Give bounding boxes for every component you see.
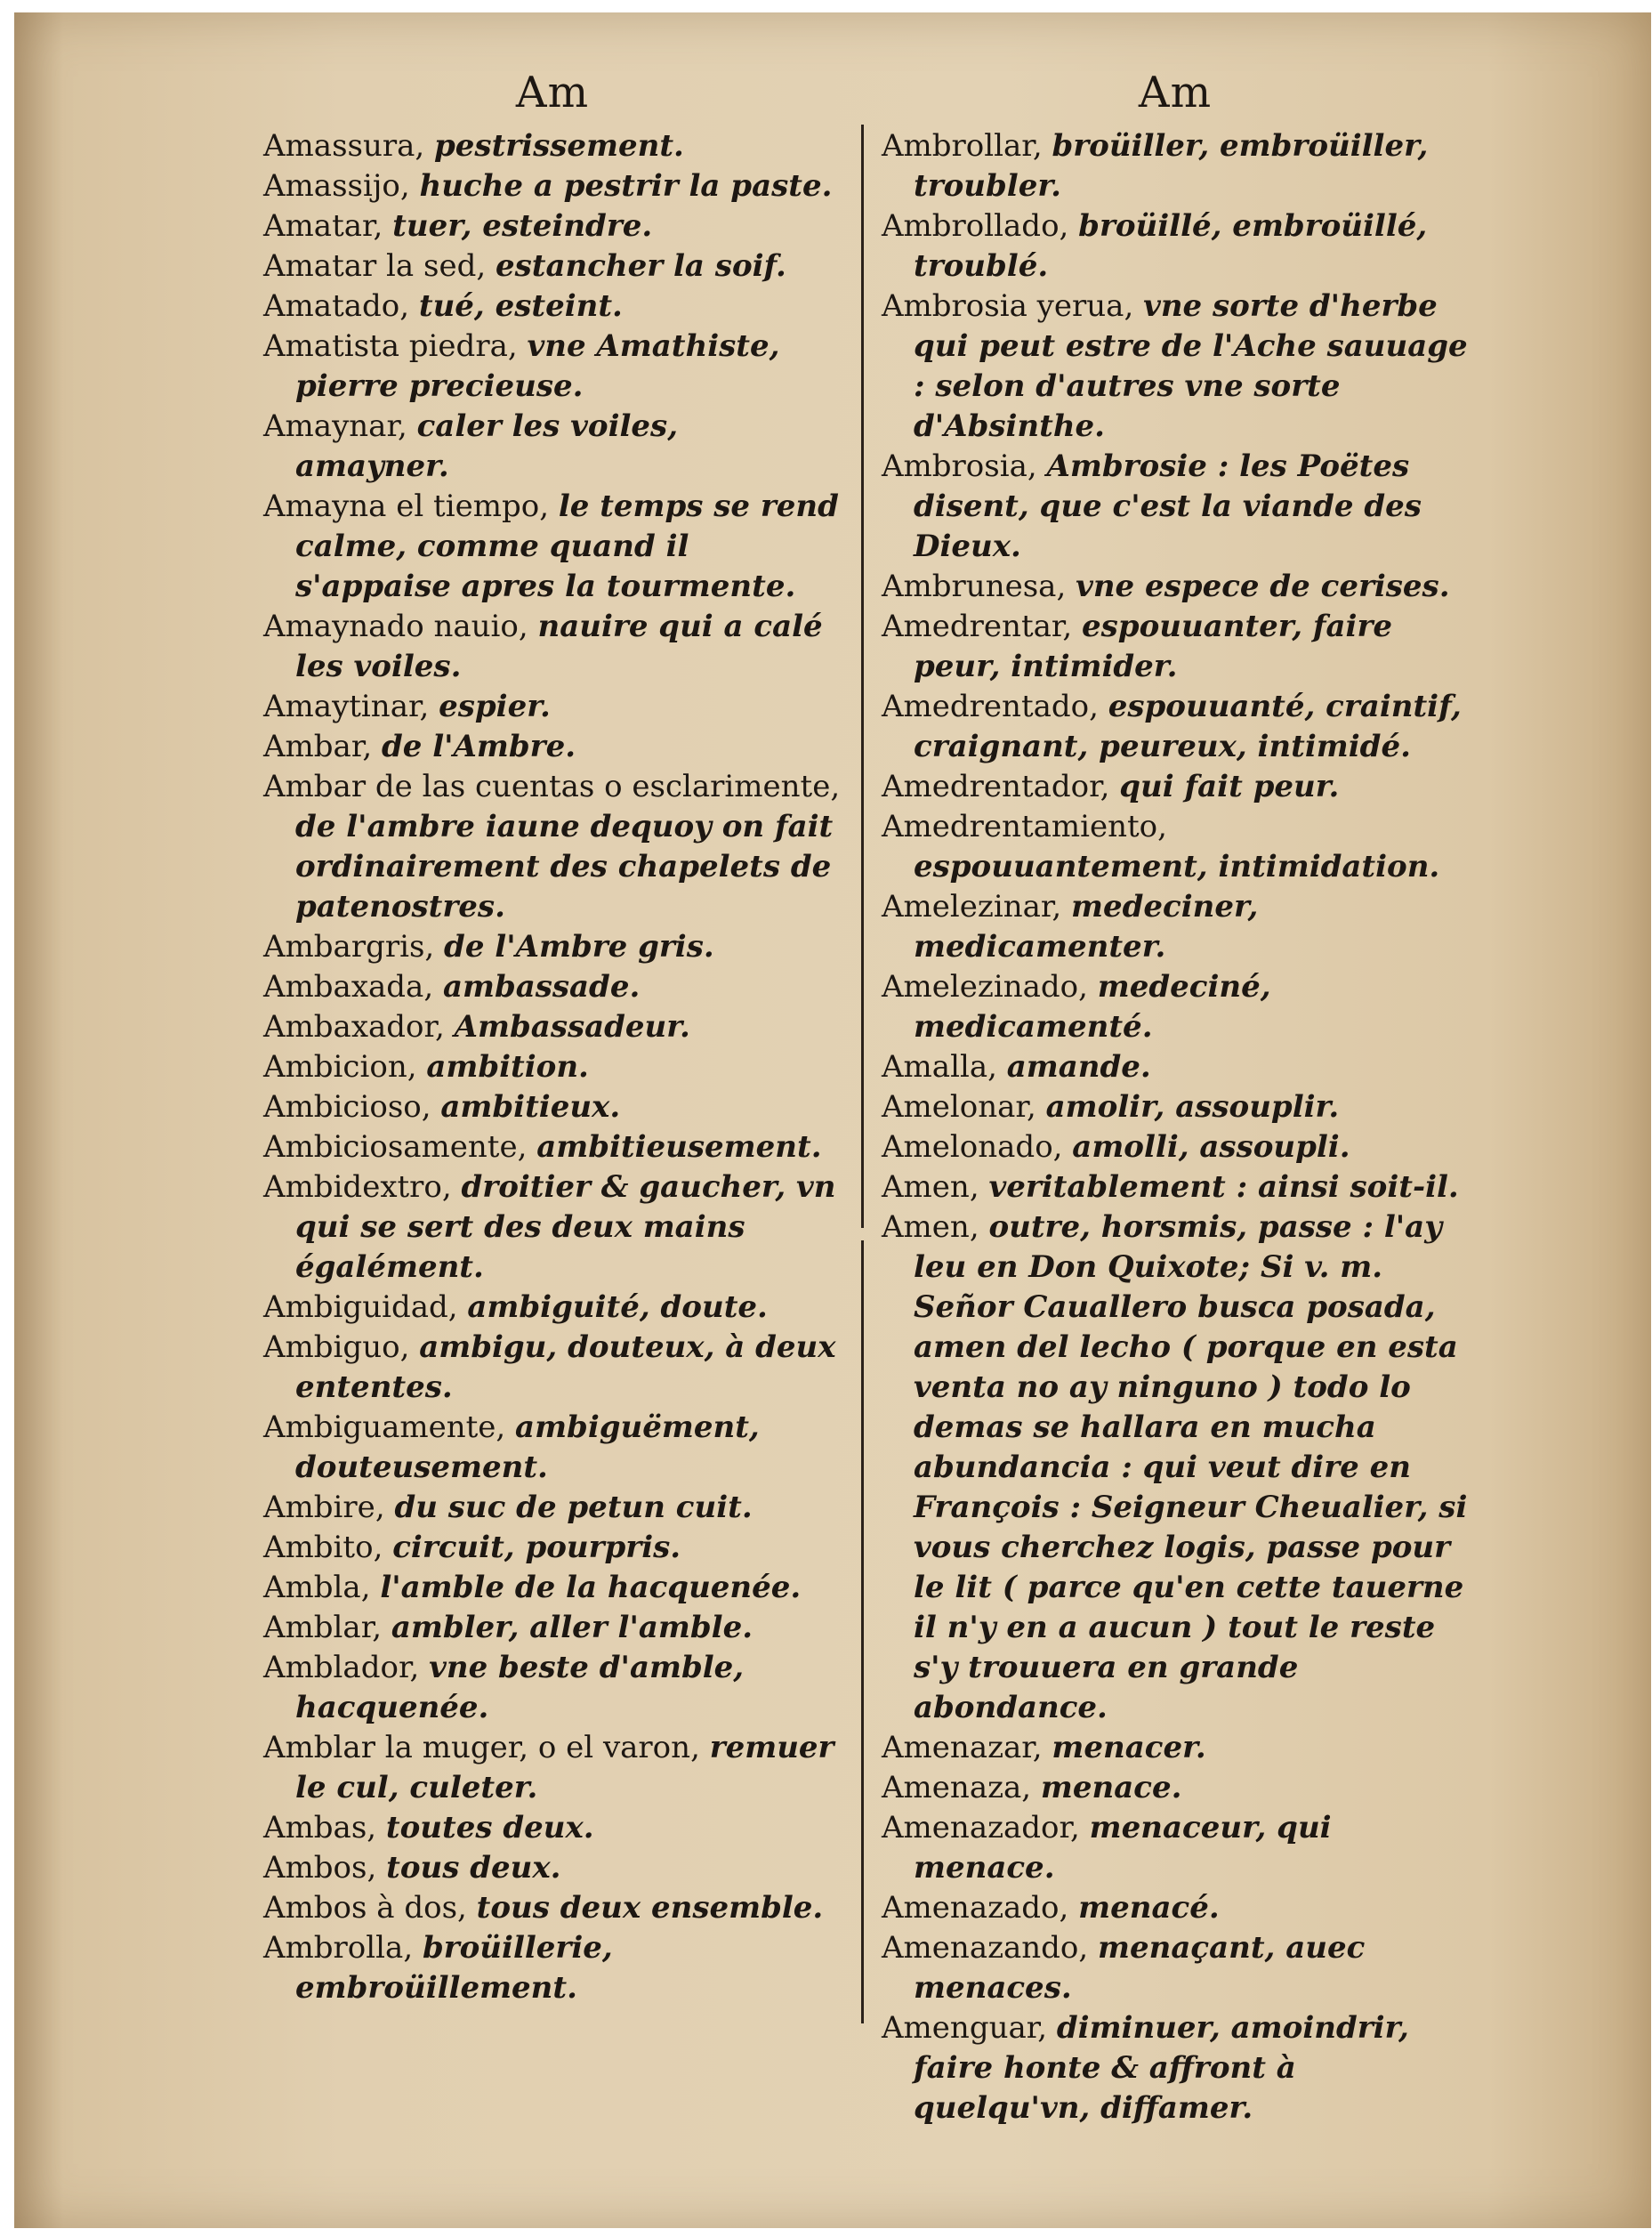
dictionary-entry: [263, 206, 842, 246]
dictionary-entry: [263, 1488, 842, 1528]
definition: toutes deux.: [385, 1810, 594, 1845]
entry-separator: ,: [1124, 288, 1144, 324]
entry-separator: ,: [424, 929, 445, 965]
dictionary-entry: [882, 2008, 1469, 2128]
definition: menace.: [1040, 1770, 1182, 1805]
headword: Amaynar: [263, 408, 398, 444]
entry-separator: ,: [1052, 1129, 1073, 1165]
headword: Ambiguo: [263, 1329, 400, 1365]
dictionary-entry: [263, 1087, 842, 1127]
entry-separator: ,: [1100, 769, 1120, 804]
entry-separator: ,: [1052, 889, 1072, 925]
definition: broüiller, embroüiller, troubler.: [914, 128, 1429, 204]
dictionary-entry: [882, 887, 1469, 967]
headword: Amelezinar: [882, 889, 1052, 925]
headword: Ambla: [263, 1570, 361, 1605]
definition: de l'Ambre gris.: [444, 929, 714, 965]
entry-separator: ,: [423, 969, 443, 1005]
headword: Amen: [882, 1209, 970, 1245]
entry-separator: ,: [373, 1530, 393, 1565]
definition: amolli, assoupli.: [1072, 1129, 1350, 1165]
entry-separator: ,: [1026, 1089, 1046, 1125]
dictionary-entry: [263, 687, 842, 727]
headword: Ambaxador: [263, 1009, 436, 1045]
dictionary-entry: [263, 1127, 842, 1167]
headword: Amenguar: [882, 2010, 1038, 2046]
entry-separator: ,: [409, 1650, 430, 1685]
dictionary-entry: [882, 1808, 1469, 1888]
definition: tous deux ensemble.: [476, 1890, 824, 1926]
entry-separator: ,: [447, 1289, 468, 1325]
dictionary-entry: [263, 1928, 842, 2008]
headword: Ambar de las cuentas o esclarimente: [263, 769, 831, 804]
column-rule-upper: [861, 125, 864, 1228]
right-running-head: Am: [1138, 68, 1213, 117]
headword: Ambos: [263, 1850, 367, 1886]
entry-separator: ,: [367, 1850, 387, 1886]
definition: espouuantement, intimidation.: [914, 849, 1440, 884]
definition: veritablement : ainsi soit-il.: [988, 1169, 1459, 1205]
definition: diminuer, amoindrir, faire honte & affront à quelqu'vn, diffamer.: [914, 2010, 1409, 2126]
entry-separator: ,: [1059, 208, 1079, 244]
definition: tous deux.: [386, 1850, 561, 1886]
headword: Amenazado: [882, 1890, 1060, 1926]
headword: Amenazando: [882, 1930, 1079, 1966]
left-entry-list: [263, 126, 842, 2008]
definition: amolir, assouplir.: [1045, 1089, 1340, 1125]
definition: Ambrosie : les Poëtes disent, que c'est la viande des Dieux.: [914, 448, 1422, 564]
entry-separator: ,: [360, 1570, 381, 1605]
entry-separator: ,: [830, 769, 841, 804]
entry-separator: ,: [969, 1209, 989, 1245]
entry-separator: ,: [399, 168, 420, 204]
dictionary-entry: [882, 126, 1469, 206]
headword: Ambrollar: [882, 128, 1033, 164]
entry-separator: ,: [415, 128, 435, 164]
entry-separator: ,: [362, 729, 382, 764]
definition: qui fait peur.: [1119, 769, 1340, 804]
entry-separator: ,: [690, 1730, 710, 1765]
entry-separator: ,: [399, 288, 419, 324]
entry-separator: ,: [441, 1169, 462, 1205]
dictionary-entry: [263, 1608, 842, 1648]
definition: Ambassadeur.: [454, 1009, 690, 1045]
entry-separator: ,: [403, 1930, 423, 1966]
definition: ambler, aller l'amble.: [391, 1610, 753, 1645]
headword: Ambidextro: [263, 1169, 442, 1205]
entry-separator: ,: [476, 248, 496, 284]
entry-separator: ,: [1021, 1770, 1041, 1805]
right-entry-list: [882, 126, 1469, 2128]
headword: Amen: [882, 1169, 970, 1205]
headword: Amaynado nauio: [263, 609, 519, 644]
dictionary-entry: [263, 1648, 842, 1728]
dictionary-entry: [263, 1328, 842, 1408]
headword: Ambicioso: [263, 1089, 422, 1125]
dictionary-entry: [263, 1728, 842, 1808]
headword: Amedrentar: [882, 609, 1063, 644]
definition: menacer.: [1052, 1730, 1206, 1765]
dictionary-entry: [882, 567, 1469, 607]
definition: vne Amathiste, pierre precieuse.: [295, 328, 780, 404]
dictionary-entry: [882, 967, 1469, 1047]
entry-separator: ,: [1032, 128, 1052, 164]
right-column: [882, 64, 1469, 2128]
definition: ambitieux.: [440, 1089, 621, 1125]
dictionary-entry: [263, 607, 842, 687]
definition: amande.: [1006, 1049, 1151, 1085]
entry-separator: ,: [1078, 1930, 1099, 1966]
headword: Ambiciosamente: [263, 1129, 518, 1165]
entry-separator: ,: [397, 408, 417, 444]
column-rule-lower: [861, 1240, 864, 2023]
entry-separator: ,: [1032, 1730, 1052, 1765]
book-page: [14, 12, 1651, 2228]
definition: de l'ambre iaune dequoy on fait ordinairement des chapelets de patenostres.: [295, 809, 834, 925]
headword: Amelonar: [882, 1089, 1027, 1125]
definition: ambassade.: [442, 969, 641, 1005]
definition: menacé.: [1078, 1890, 1220, 1926]
headword: Ambrolla: [263, 1930, 404, 1966]
dictionary-entry: [882, 607, 1469, 687]
headword: Amblador: [263, 1650, 410, 1685]
definition: l'amble de la hacquenée.: [380, 1570, 802, 1605]
dictionary-entry: [882, 687, 1469, 767]
headword: Amelezinado: [882, 969, 1079, 1005]
headword: Ambrollado: [882, 208, 1060, 244]
headword: Ambire: [263, 1490, 375, 1525]
entry-separator: ,: [399, 1329, 420, 1365]
entry-separator: ,: [421, 1089, 441, 1125]
dictionary-entry: [263, 1808, 842, 1848]
entry-separator: ,: [517, 1129, 537, 1165]
definition: caler les voiles, amayner.: [295, 408, 679, 484]
definition: huche a pestrir la paste.: [419, 168, 833, 204]
left-column: [263, 64, 842, 2008]
definition: menaceur, qui menace.: [914, 1810, 1332, 1886]
entry-separator: ,: [496, 1409, 516, 1445]
dictionary-entry: [263, 487, 842, 607]
headword: Amassura: [263, 128, 415, 164]
headword: Amayna el tiempo: [263, 489, 540, 524]
headword: Ambrosia: [882, 448, 1027, 484]
definition: ambition.: [426, 1049, 589, 1085]
entry-separator: ,: [1089, 689, 1108, 724]
headword: Amenazador: [882, 1810, 1071, 1845]
headword: Ambicion: [263, 1049, 407, 1085]
headword: Amedrentado: [882, 689, 1090, 724]
left-running-head: Am: [515, 68, 590, 117]
entry-separator: ,: [539, 489, 559, 524]
dictionary-entry: [263, 1047, 842, 1087]
dictionary-entry: [263, 1007, 842, 1047]
entry-separator: ,: [373, 208, 393, 244]
definition: vne espece de cerises.: [1076, 569, 1450, 604]
definition: circuit, pourpris.: [392, 1530, 681, 1565]
definition: broüillé, embroüillé, troublé.: [914, 208, 1428, 284]
dictionary-entry: [263, 767, 842, 927]
entry-separator: ,: [367, 1810, 386, 1845]
dictionary-entry: [882, 1768, 1469, 1808]
dictionary-entry: [263, 1888, 842, 1928]
entry-separator: ,: [419, 689, 439, 724]
entry-separator: ,: [1062, 609, 1083, 644]
headword: Ambrosia yerua: [882, 288, 1124, 324]
dictionary-entry: [882, 1087, 1469, 1127]
entry-separator: ,: [969, 1169, 989, 1205]
dictionary-entry: [263, 1568, 842, 1608]
definition: de l'Ambre.: [381, 729, 576, 764]
headword: Ambiguidad: [263, 1289, 448, 1325]
entry-separator: ,: [435, 1009, 455, 1045]
headword: Amenaza: [882, 1770, 1022, 1805]
headword: Amassijo: [263, 168, 400, 204]
definition: medeciné, medicamenté.: [914, 969, 1271, 1045]
dictionary-entry: [263, 407, 842, 487]
entry-separator: ,: [372, 1610, 391, 1645]
headword: Ambaxada: [263, 969, 424, 1005]
entry-separator: ,: [1070, 1810, 1090, 1845]
definition: vne sorte d'herbe qui peut estre de l'Ache sauuage : selon d'autres vne sorte d'Absinthe.: [914, 288, 1468, 444]
dictionary-entry: [263, 1288, 842, 1328]
headword: Amedrentamiento: [882, 809, 1158, 844]
definition: espouuanté, craintif, craignant, peureux, intimidé.: [914, 689, 1462, 764]
headword: Ambas: [263, 1810, 367, 1845]
definition: pestrissement.: [434, 128, 684, 164]
headword: Amedrentador: [882, 769, 1100, 804]
dictionary-entry: [263, 927, 842, 967]
headword: Amelonado: [882, 1129, 1053, 1165]
definition: droitier & gaucher, vn qui se sert des deux mains égalément.: [295, 1169, 836, 1285]
definition: tué, esteint.: [418, 288, 623, 324]
dictionary-entry: [882, 206, 1469, 287]
dictionary-entry: [882, 447, 1469, 567]
entry-separator: ,: [1157, 809, 1167, 844]
dictionary-entry: [263, 1167, 842, 1288]
dictionary-entry: [882, 1127, 1469, 1167]
headword: Amenazar: [882, 1730, 1033, 1765]
definition: menaçant, auec menaces.: [914, 1930, 1366, 2006]
dictionary-entry: [263, 246, 842, 287]
headword: Amblar: [263, 1610, 373, 1645]
definition: ambigu, douteux, à deux ententes.: [295, 1329, 836, 1405]
definition: nauire qui a calé les voiles.: [295, 609, 823, 684]
headword: Amalla: [882, 1049, 988, 1085]
headword: Amatar: [263, 208, 374, 244]
dictionary-entry: [263, 166, 842, 206]
definition: broüillerie, embroüillement.: [295, 1930, 613, 2006]
definition: medeciner, medicamenter.: [914, 889, 1259, 965]
entry-separator: ,: [457, 1890, 477, 1926]
definition: espouuanter, faire peur, intimider.: [914, 609, 1393, 684]
entry-separator: ,: [507, 328, 528, 364]
headword: Amaytinar: [263, 689, 420, 724]
dictionary-entry: [263, 126, 842, 166]
headword: Amatar la sed: [263, 248, 477, 284]
entry-separator: ,: [1037, 2010, 1057, 2046]
dictionary-entry: [882, 1888, 1469, 1928]
headword: Amatista piedra: [263, 328, 508, 364]
headword: Ambos à dos: [263, 1890, 458, 1926]
definition: ambitieusement.: [536, 1129, 822, 1165]
entry-separator: ,: [1027, 448, 1047, 484]
entry-separator: ,: [987, 1049, 1007, 1085]
dictionary-entry: [882, 1728, 1469, 1768]
dictionary-entry: [882, 767, 1469, 807]
dictionary-entry: [263, 327, 842, 407]
definition: ambiguëment, douteusement.: [295, 1409, 760, 1485]
dictionary-entry: [882, 287, 1469, 447]
dictionary-entry: [882, 1928, 1469, 2008]
dictionary-entry: [882, 1167, 1469, 1207]
definition: vne beste d'amble, hacquenée.: [295, 1650, 745, 1725]
headword: Ambar: [263, 729, 363, 764]
headword: Ambargris: [263, 929, 425, 965]
entry-separator: ,: [375, 1490, 395, 1525]
definition: remuer le cul, culeter.: [295, 1730, 834, 1805]
definition: espier.: [439, 689, 551, 724]
definition: tuer, esteindre.: [392, 208, 653, 244]
dictionary-entry: [263, 1528, 842, 1568]
headword: Amblar la muger, o el varon: [263, 1730, 691, 1765]
dictionary-entry: [882, 807, 1469, 887]
dictionary-entry: [263, 1848, 842, 1888]
headword: Ambrunesa: [882, 569, 1057, 604]
dictionary-entry: [263, 1408, 842, 1488]
definition: estancher la soif.: [495, 248, 786, 284]
headword: Ambiguamente: [263, 1409, 496, 1445]
headword: Amatado: [263, 288, 400, 324]
definition: du suc de petun cuit.: [394, 1490, 753, 1525]
definition: le temps se rend calme, comme quand il s'appaise apres la tourmente.: [295, 489, 839, 604]
entry-separator: ,: [1078, 969, 1098, 1005]
dictionary-entry: [263, 727, 842, 767]
dictionary-entry: [263, 287, 842, 327]
entry-separator: ,: [1056, 569, 1076, 604]
dictionary-entry: [882, 1047, 1469, 1087]
dictionary-entry: [882, 1207, 1469, 1728]
definition: outre, horsmis, passe : l'ay leu en Don Quixote; Si v. m. Señor Cauallero busca posada, amen del lecho ( porque en esta venta no ay ninguno ) todo lo demas se hallara en mucha abundancia : qui veut dire en François : Seigneur Cheualier, si vous cherchez logis, passe pour le lit ( parce qu'en cette tauerne il n'y en a aucun ) tout le reste s'y trouuera en grande abondance.: [914, 1209, 1468, 1725]
headword: Ambito: [263, 1530, 374, 1565]
entry-separator: ,: [1059, 1890, 1079, 1926]
entry-separator: ,: [518, 609, 538, 644]
definition: ambiguité, doute.: [467, 1289, 768, 1325]
dictionary-entry: [263, 967, 842, 1007]
entry-separator: ,: [407, 1049, 427, 1085]
